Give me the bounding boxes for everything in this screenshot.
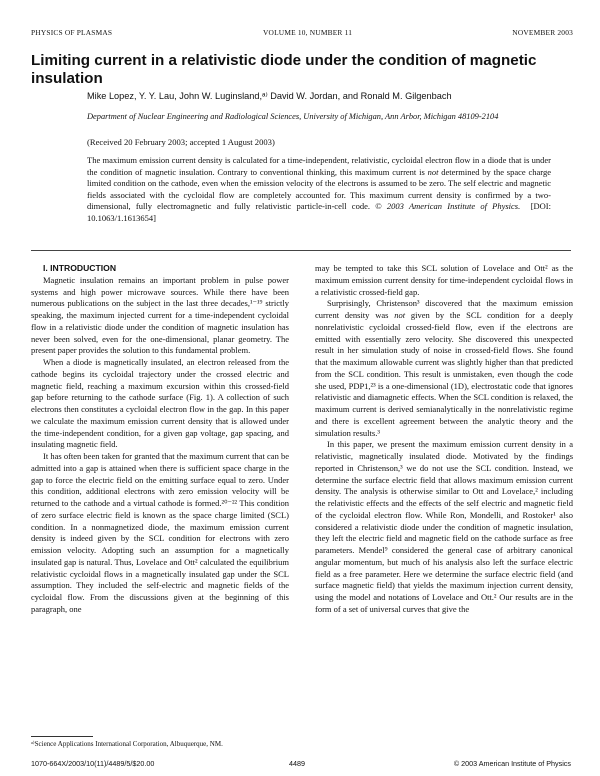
paragraph: It has often been taken for granted that the maximum current that can be admitted into a gap is attained when there is sufficient space charge in the gap to force the electric field on the emitting surface equal to zero. Under this condition, additional electrons with zero emission velocity will be returned to the cathode and a virtual cathode is formed.²⁰⁻²² This condition of zero surface electric field is known as the space charge limited (SCL) condition. In a nonmagnetized diode, the maximum emission current density is indeed given by the SCL condition for electrons with zero emission velocity. Adopting such an assumption for a magnetically insulated gap is natural. Thus, Lovelace and Ott² calculated the equilibrium relativistic cycloidal flows in a magnetically insulated gap under the SCL assumption. They included the self-electric and magnetic fields of the cycloidal flow. From the discussions given at the beginning of this paragraph, one bbox=[31, 451, 289, 614]
copyright-notice: © 2003 American Institute of Physics bbox=[453, 759, 571, 768]
paragraph-text: Surprisingly, Christenson³ discovered that the maximum emission current density was bbox=[315, 298, 573, 320]
paragraph-text: given by the SCL condition for a deeply nonrelativistic cycloidal crossed-field flow, even if the electrons are emitted with essentially zero velocity. She discovered this unexpected result in her simulation study of noise in crossed-field flows. She found that the maximum allowable current was slightly higher than that predicted from the SCL condition. This result is unmistaken, even though the code she used, PDP1,²³ is a one-dimensional (1D), electrostatic code that ignores relativistic and diamagnetic effects. When the SCL condition is relaxed, the maximum current is derived semianalytically in the nonrelativistic regime and there is excellent agreement between the analytic theory and the simulation results.³ bbox=[315, 310, 574, 438]
abstract-emphasis: not bbox=[427, 166, 439, 177]
page-footer bbox=[31, 759, 571, 769]
abstract-divider bbox=[31, 250, 571, 251]
journal-name: PHYSICS OF PLASMAS bbox=[31, 28, 113, 37]
received-dates: (Received 20 February 2003; accepted 1 August 2003) bbox=[87, 137, 275, 147]
abstract-text-2: determined by the space charge limited condition on the cathode, even when the emission velocity of the electrons is assumed to be zero. The self electric and magnetic fields associated with the cycloidal flow are completely accounted for. This maximum current density is confirmed by a two-dimensional, fully electromagnetic and fully relativistic particle-in-cell code. © bbox=[87, 166, 551, 212]
article-title: Limiting current in a relativistic diode under the condition of magnetic insulation bbox=[31, 52, 537, 87]
abstract-copyright: 2003 American Institute of Physics. bbox=[386, 201, 521, 212]
paragraph: In this paper, we present the maximum emission current density in a relativistic, magnetically insulated diode. Motivated by the findings reported in Christenson,³ we do not use the SCL condition. Instead, we determine the surface electric field that allows maximum emission current density. The analysis is otherwise similar to Ott and Lovelace,² including the relativistic effects and the effects of the self electric and magnetic field of the cycloidal electron flow. While Ron, Mondelli, and Rostoker¹ also considered a relativistic diode under the condition of magnetic insulation, they left the electric field and magnetic field on the cathode surface as free parameters. Mendel⁹ considered the general case of arbitrary canonical angular momentum, but much of his analysis also left the surface electric field as a free parameter. Here we determine the surface electric field (and surface magnetic field) that yields the maximum injection current density, using the model and notations of Lovelace and Ott.² Our results are in the form of a set of universal curves that give the bbox=[315, 439, 573, 614]
issue-date: NOVEMBER 2003 bbox=[512, 28, 573, 37]
left-column bbox=[31, 263, 289, 616]
doi: [DOI: 10.1063/1.1613654] bbox=[87, 201, 552, 223]
volume-number: VOLUME 10, NUMBER 11 bbox=[263, 28, 353, 37]
running-header bbox=[31, 28, 573, 40]
issn-code: 1070-664X/2003/10(11)/4489/5/$20.00 bbox=[31, 759, 155, 768]
right-column bbox=[315, 263, 573, 616]
abstract bbox=[87, 155, 551, 224]
author-list: Mike Lopez, Y. Y. Lau, John W. Luginsland,ᵃ⁾ David W. Jordan, and Ronald M. Gilgenbach bbox=[87, 91, 452, 101]
paragraph: may be tempted to take this SCL solution of Lovelace and Ott² as the maximum emission current density for time-independent cycloidal flows in a relativistic crossed-field gap. bbox=[315, 263, 573, 297]
paragraph bbox=[315, 298, 573, 439]
section-heading: I. INTRODUCTION bbox=[43, 263, 117, 273]
emphasis: not bbox=[394, 310, 406, 320]
paragraph: When a diode is magnetically insulated, an electron released from the cathode begins its cycloidal trajectory under the crossed electric and magnetic field, reaching a maximum excursion within this crossed-field gap before returning to the cathode surface (Fig. 1). A collection of such electrons then constitutes a cycloidal electron flow in the gap. In this paper we calculate the maximum emission current density that is allowed under the time-independent condition, for a given gap voltage, gap spacing, and insulating magnetic field. bbox=[31, 357, 289, 450]
footnote-divider bbox=[31, 736, 93, 737]
page-number: 4489 bbox=[289, 759, 305, 768]
paragraph: Magnetic insulation remains an important problem in pulse power systems and high power microwave sources. While there have been numerous publications on the subject in the last three decades,¹⁻¹⁹ strictly speaking, the maximum injected current for a time-independent cycloidal flow in a relativistic diode under the condition of magnetic insulation has never been solved, even for the one-dimensional, planar geometry. The present paper provides the solution to this fundamental problem. bbox=[31, 274, 289, 356]
footnote: ᵃ⁾Science Applications International Corporation, Albuquerque, NM. bbox=[31, 740, 223, 748]
affiliation: Department of Nuclear Engineering and Radiological Sciences, University of Michigan, Ann Arbor, Michigan 48109-2104 bbox=[87, 112, 499, 121]
abstract-text-1: The maximum emission current density is calculated for a time-independent, relativistic, cycloidal electron flow in a diode that is under the condition of magnetic insulation. Contrary to conventional thinking, this maximum current is bbox=[87, 155, 551, 177]
